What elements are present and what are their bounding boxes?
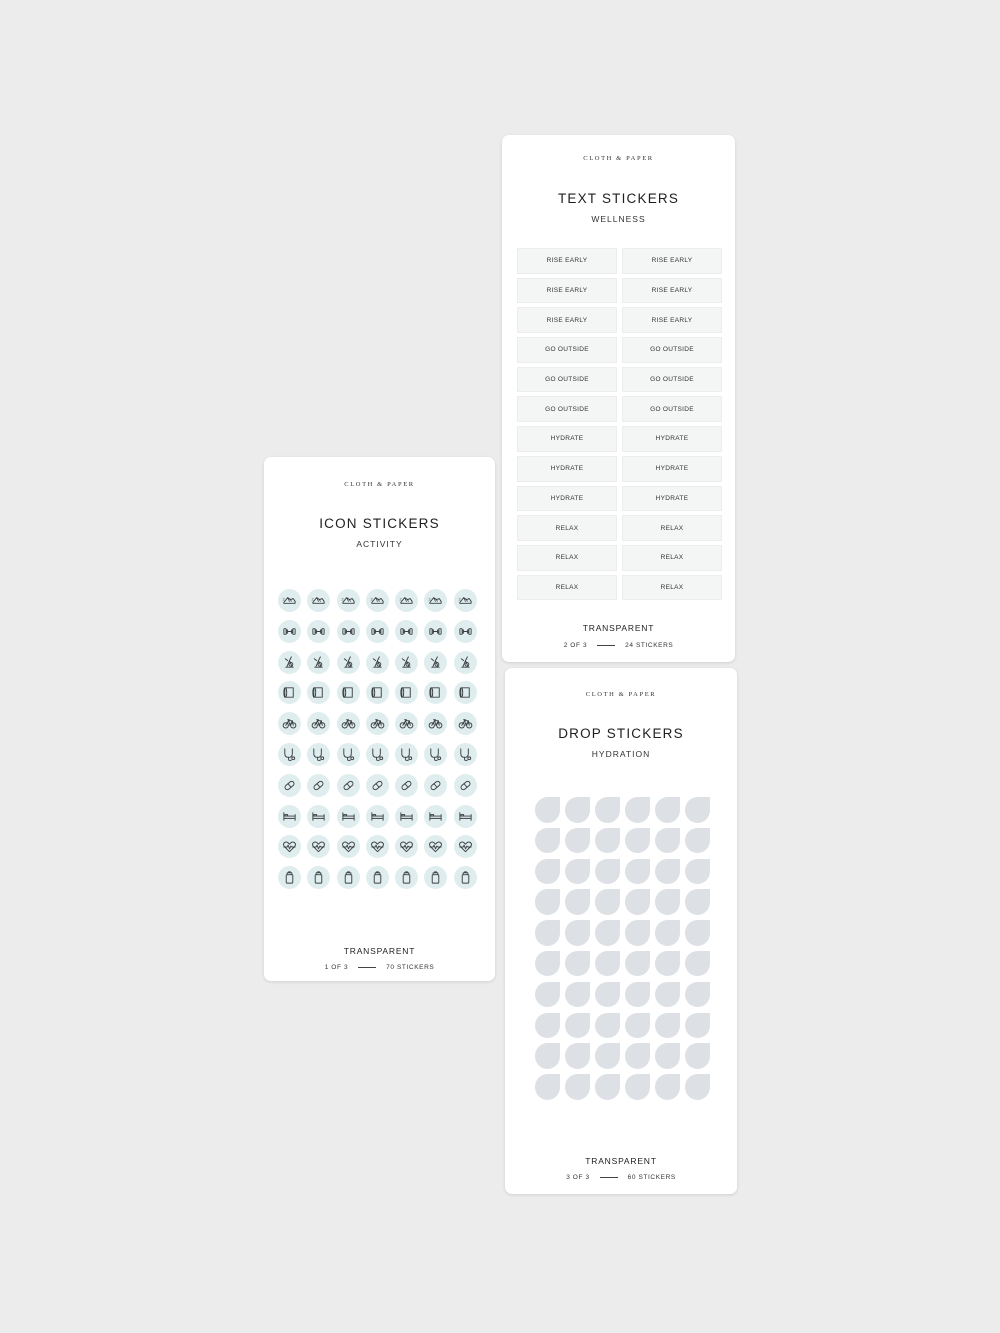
icon-sticker [424, 620, 447, 643]
icon-sticker [424, 589, 447, 612]
icon-sticker [307, 712, 330, 735]
icon-sticker [337, 712, 360, 735]
drop-sticker [655, 859, 680, 885]
heartbeat-icon [311, 839, 326, 854]
drop-sticker [655, 828, 680, 854]
text-sticker: RELAX [517, 575, 617, 601]
drop-sticker [595, 1043, 620, 1069]
svg-text:2: 2 [311, 597, 314, 602]
stethoscope-icon [282, 747, 297, 762]
drop-sticker [685, 859, 710, 885]
icon-sticker [366, 712, 389, 735]
drop-sticker [625, 1043, 650, 1069]
drop-sticker [595, 1074, 620, 1100]
text-sticker: RELAX [517, 515, 617, 541]
elliptical-icon [428, 655, 443, 670]
drop-sticker [655, 951, 680, 977]
icon-sticker [424, 743, 447, 766]
icon-sticker [307, 805, 330, 828]
pill-icon [341, 778, 356, 793]
icon-sticker [337, 774, 360, 797]
elliptical-icon [458, 655, 473, 670]
pill-icon [311, 778, 326, 793]
drop-sticker-sheet [505, 668, 737, 1194]
icon-sticker [307, 774, 330, 797]
svg-text:2: 2 [428, 597, 432, 602]
drop-sticker [655, 889, 680, 915]
drop-sticker [655, 1043, 680, 1069]
text-sticker: HYDRATE [622, 486, 722, 512]
drop-sticker [535, 951, 560, 977]
bed-icon [341, 809, 356, 824]
icon-sticker [424, 774, 447, 797]
text-sticker: HYDRATE [517, 426, 617, 452]
stethoscope-icon [458, 747, 473, 762]
text-sticker: RISE EARLY [622, 307, 722, 333]
drop-sticker [535, 982, 560, 1008]
sneaker-icon [399, 593, 414, 608]
heartbeat-icon [428, 839, 443, 854]
icon-sticker [424, 712, 447, 735]
icon-sticker [307, 835, 330, 858]
drop-sticker [655, 982, 680, 1008]
bicycle-icon [311, 716, 326, 731]
icon-sticker [366, 866, 389, 889]
text-sticker: GO OUTSIDE [517, 367, 617, 393]
sneaker-icon [282, 593, 297, 608]
bicycle-icon [458, 716, 473, 731]
dumbbell-icon [399, 624, 414, 639]
svg-text:2: 2 [399, 597, 402, 602]
icon-sticker [366, 743, 389, 766]
drop-sticker [625, 1013, 650, 1039]
bed-icon [428, 809, 443, 824]
icon-sticker [366, 835, 389, 858]
heartbeat-icon [341, 839, 356, 854]
pill-icon [370, 778, 385, 793]
text-sticker: GO OUTSIDE [517, 396, 617, 422]
dumbbell-icon [341, 624, 356, 639]
water-bottle-icon [341, 870, 356, 885]
icon-sticker [337, 805, 360, 828]
sheet-meta [264, 964, 495, 971]
drop-sticker [685, 1013, 710, 1039]
drop-sticker [685, 920, 710, 946]
icon-sticker [454, 866, 477, 889]
text-sticker: GO OUTSIDE [622, 337, 722, 363]
drop-sticker [685, 797, 710, 823]
dumbbell-icon [458, 624, 473, 639]
icon-sticker [424, 835, 447, 858]
icon-sticker [337, 835, 360, 858]
drop-sticker [595, 889, 620, 915]
icon-sticker [307, 743, 330, 766]
drop-sticker [535, 797, 560, 823]
icon-sticker [454, 620, 477, 643]
drop-sticker [685, 1074, 710, 1100]
bicycle-icon [399, 716, 414, 731]
sneaker-icon [311, 593, 326, 608]
icon-sticker [454, 712, 477, 735]
elliptical-icon [311, 655, 326, 670]
icon-sticker [454, 743, 477, 766]
water-bottle-icon [311, 870, 326, 885]
sheet-count: 24 STICKERS [625, 642, 674, 649]
drop-sticker [565, 1043, 590, 1069]
text-sticker: RELAX [622, 545, 722, 571]
drop-sticker [655, 1074, 680, 1100]
icon-sticker [424, 651, 447, 674]
icon-sticker [278, 774, 301, 797]
icon-sticker [454, 805, 477, 828]
dumbbell-icon [311, 624, 326, 639]
text-sticker: HYDRATE [517, 486, 617, 512]
drop-sticker [595, 951, 620, 977]
icon-grid [278, 589, 477, 889]
icon-sticker [454, 681, 477, 704]
dumbbell-icon [428, 624, 443, 639]
sheet-subtitle: WELLNESS [591, 214, 646, 224]
icon-sticker [366, 589, 389, 612]
sneaker-icon [370, 593, 385, 608]
text-sticker: RISE EARLY [517, 307, 617, 333]
yoga-mat-icon [428, 685, 443, 700]
sneaker-icon [458, 593, 473, 608]
icon-sticker [278, 805, 301, 828]
elliptical-icon [370, 655, 385, 670]
icon-sticker [307, 589, 330, 612]
brand-logo: CLOTH & PAPER [344, 481, 415, 488]
icon-sticker [307, 620, 330, 643]
icon-sticker [366, 805, 389, 828]
yoga-mat-icon [458, 685, 473, 700]
icon-sticker [278, 835, 301, 858]
svg-text:2: 2 [370, 597, 373, 602]
stethoscope-icon [370, 747, 385, 762]
sheet-meta [502, 642, 735, 649]
icon-sticker [454, 651, 477, 674]
sheet-title: DROP STICKERS [558, 726, 684, 741]
drop-sticker [595, 920, 620, 946]
text-sticker: HYDRATE [622, 456, 722, 482]
sheet-finish: TRANSPARENT [585, 1156, 657, 1166]
drop-sticker [535, 1043, 560, 1069]
drop-sticker [565, 797, 590, 823]
drop-sticker [625, 889, 650, 915]
sheet-count: 70 STICKERS [386, 964, 435, 971]
text-sticker: RELAX [517, 545, 617, 571]
icon-sticker [454, 589, 477, 612]
icon-sticker [395, 743, 418, 766]
divider-dash [358, 967, 376, 968]
drop-sticker [625, 859, 650, 885]
icon-sticker [454, 835, 477, 858]
yoga-mat-icon [399, 685, 414, 700]
sheet-index: 1 OF 3 [324, 964, 349, 971]
icon-sticker [395, 774, 418, 797]
drop-sticker [685, 982, 710, 1008]
dumbbell-icon [370, 624, 385, 639]
icon-sticker [337, 620, 360, 643]
icon-sticker [337, 589, 360, 612]
pill-icon [428, 778, 443, 793]
drop-sticker [685, 889, 710, 915]
heartbeat-icon [458, 839, 473, 854]
drop-sticker [565, 828, 590, 854]
bed-icon [370, 809, 385, 824]
icon-sticker [395, 866, 418, 889]
sheet-index: 3 OF 3 [566, 1174, 590, 1181]
text-sticker: RISE EARLY [622, 248, 722, 274]
text-sticker: GO OUTSIDE [622, 367, 722, 393]
brand-logo: CLOTH & PAPER [583, 155, 654, 162]
stethoscope-icon [311, 747, 326, 762]
drop-sticker [595, 1013, 620, 1039]
drop-sticker [685, 951, 710, 977]
bicycle-icon [428, 716, 443, 731]
sheet-subtitle: ACTIVITY [356, 539, 403, 549]
divider-dash [597, 645, 615, 646]
dumbbell-icon [282, 624, 297, 639]
drop-sticker [565, 889, 590, 915]
bed-icon [458, 809, 473, 824]
icon-sticker [395, 620, 418, 643]
drop-grid [535, 797, 710, 1100]
bicycle-icon [341, 716, 356, 731]
icon-sticker [337, 743, 360, 766]
drop-sticker [565, 982, 590, 1008]
text-sticker: HYDRATE [622, 426, 722, 452]
svg-text:2: 2 [341, 597, 344, 602]
pill-icon [458, 778, 473, 793]
drop-sticker [655, 797, 680, 823]
sheet-title: ICON STICKERS [319, 516, 440, 531]
stethoscope-icon [399, 747, 414, 762]
icon-sticker [278, 712, 301, 735]
drop-sticker [685, 1043, 710, 1069]
drop-sticker [535, 859, 560, 885]
icon-sticker [424, 681, 447, 704]
yoga-mat-icon [341, 685, 356, 700]
text-sticker: HYDRATE [517, 456, 617, 482]
yoga-mat-icon [282, 685, 297, 700]
icon-sticker [366, 681, 389, 704]
drop-sticker [655, 920, 680, 946]
sheet-finish: TRANSPARENT [582, 623, 655, 633]
drop-sticker [625, 1074, 650, 1100]
stethoscope-icon [341, 747, 356, 762]
text-sticker: RISE EARLY [517, 278, 617, 304]
icon-sticker [454, 774, 477, 797]
elliptical-icon [341, 655, 356, 670]
icon-sticker [395, 681, 418, 704]
text-sticker: GO OUTSIDE [622, 396, 722, 422]
drop-sticker [565, 859, 590, 885]
bed-icon [399, 809, 414, 824]
drop-sticker [625, 920, 650, 946]
divider-dash [600, 1177, 618, 1178]
drop-sticker [535, 920, 560, 946]
water-bottle-icon [458, 870, 473, 885]
icon-sticker [395, 651, 418, 674]
icon-sticker [337, 866, 360, 889]
icon-sticker [337, 651, 360, 674]
text-sticker-sheet [502, 135, 735, 662]
yoga-mat-icon [370, 685, 385, 700]
svg-text:2: 2 [282, 597, 285, 602]
text-sticker: RELAX [622, 515, 722, 541]
svg-text:2: 2 [458, 597, 461, 602]
stethoscope-icon [428, 747, 443, 762]
bicycle-icon [370, 716, 385, 731]
icon-sticker [366, 774, 389, 797]
drop-sticker [565, 1013, 590, 1039]
icon-sticker [307, 866, 330, 889]
pill-icon [282, 778, 297, 793]
brand-logo: CLOTH & PAPER [585, 691, 657, 698]
icon-sticker [395, 835, 418, 858]
water-bottle-icon [399, 870, 414, 885]
pill-icon [399, 778, 414, 793]
drop-sticker [565, 1074, 590, 1100]
drop-sticker [535, 828, 560, 854]
text-sticker: GO OUTSIDE [517, 337, 617, 363]
label-grid [517, 248, 722, 600]
drop-sticker [535, 1074, 560, 1100]
drop-sticker [535, 889, 560, 915]
icon-sticker [278, 681, 301, 704]
drop-sticker [685, 828, 710, 854]
icon-sticker [278, 743, 301, 766]
heartbeat-icon [399, 839, 414, 854]
icon-sticker [278, 589, 301, 612]
drop-sticker [565, 951, 590, 977]
sneaker-icon [341, 593, 356, 608]
drop-sticker [595, 828, 620, 854]
text-sticker: RELAX [622, 575, 722, 601]
icon-sticker [278, 620, 301, 643]
icon-sticker [366, 620, 389, 643]
water-bottle-icon [428, 870, 443, 885]
icon-sticker [307, 681, 330, 704]
heartbeat-icon [282, 839, 297, 854]
icon-sticker [395, 712, 418, 735]
icon-sticker [278, 651, 301, 674]
yoga-mat-icon [311, 685, 326, 700]
drop-sticker [595, 982, 620, 1008]
elliptical-icon [282, 655, 297, 670]
text-sticker: RISE EARLY [517, 248, 617, 274]
drop-sticker [625, 797, 650, 823]
icon-sticker [424, 866, 447, 889]
icon-sticker [395, 805, 418, 828]
elliptical-icon [399, 655, 414, 670]
icon-sticker [366, 651, 389, 674]
sheet-index: 2 OF 3 [563, 642, 588, 649]
drop-sticker [655, 1013, 680, 1039]
icon-sticker [307, 651, 330, 674]
sheet-count: 60 STICKERS [627, 1174, 676, 1181]
drop-sticker [535, 1013, 560, 1039]
icon-sticker [337, 681, 360, 704]
bicycle-icon [282, 716, 297, 731]
icon-sticker [424, 805, 447, 828]
sneaker-icon [428, 593, 443, 608]
drop-sticker [595, 797, 620, 823]
icon-sticker-sheet [264, 457, 495, 981]
drop-sticker [595, 859, 620, 885]
drop-sticker [625, 982, 650, 1008]
water-bottle-icon [370, 870, 385, 885]
icon-sticker [278, 866, 301, 889]
sheet-finish: TRANSPARENT [343, 946, 416, 956]
sheet-title: TEXT STICKERS [557, 191, 680, 206]
drop-sticker [625, 828, 650, 854]
sheet-meta [505, 1174, 737, 1181]
bed-icon [282, 809, 297, 824]
heartbeat-icon [370, 839, 385, 854]
bed-icon [311, 809, 326, 824]
sheet-subtitle: HYDRATION [591, 749, 651, 759]
drop-sticker [625, 951, 650, 977]
icon-sticker [395, 589, 418, 612]
drop-sticker [565, 920, 590, 946]
water-bottle-icon [282, 870, 297, 885]
text-sticker: RISE EARLY [622, 278, 722, 304]
